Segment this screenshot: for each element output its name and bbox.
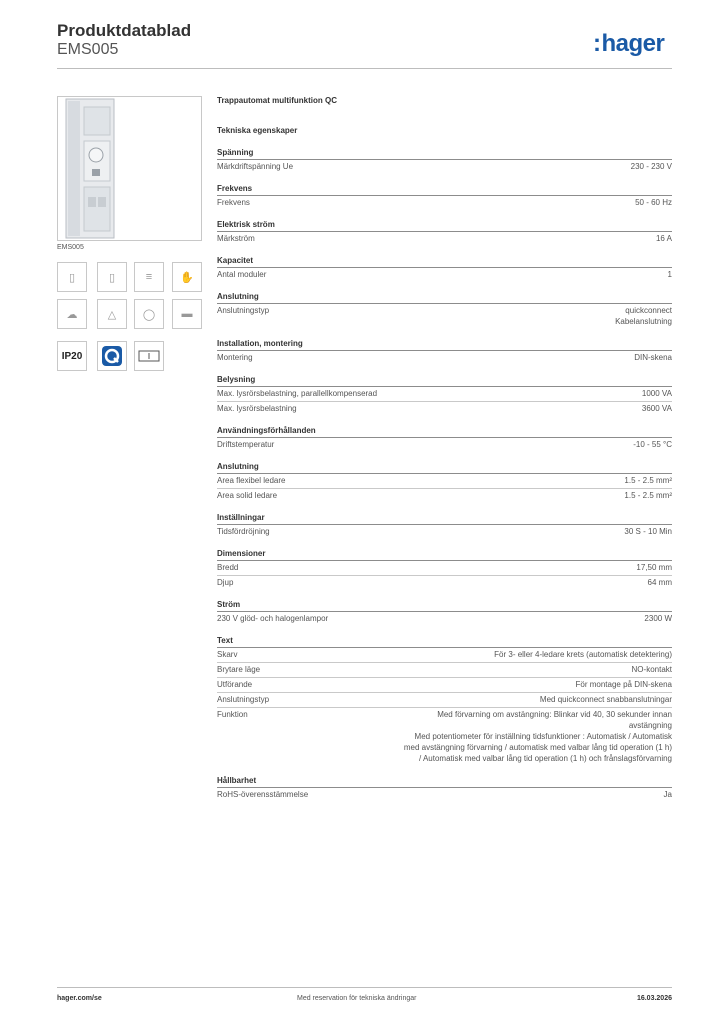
spec-value: NO-kontakt — [631, 665, 672, 674]
spec-row — [217, 474, 672, 489]
spec-value: 1.5 - 2.5 mm² — [624, 491, 672, 500]
section-title: Ström — [217, 600, 672, 612]
spec-value: För 3- eller 4-ledare krets (automatisk detektering) — [494, 650, 672, 659]
fuse-icon: ▯ — [57, 262, 87, 292]
spec-section — [217, 462, 672, 503]
spec-value: DIN-skena — [634, 353, 672, 362]
spec-row — [217, 351, 672, 365]
product-image — [58, 97, 201, 240]
spec-key: Antal moduler — [217, 270, 267, 279]
spec-value: För montage på DIN-skena — [575, 680, 672, 689]
spec-key: 230 V glöd- och halogenlampor — [217, 614, 329, 623]
product-name: Trappautomat multifunktion QC — [217, 96, 337, 105]
header-divider — [57, 68, 672, 69]
tube-lamp-icon: ▬ — [172, 299, 202, 329]
ip20-badge: IP20 — [57, 341, 87, 371]
spec-key: Driftstemperatur — [217, 440, 275, 449]
spec-key: Max. lysrörsbelastning — [217, 404, 297, 413]
spec-key: RoHS-överensstämmelse — [217, 790, 309, 799]
section-title: Kapacitet — [217, 256, 672, 268]
spec-key: Funktion — [217, 710, 248, 719]
spec-row — [217, 693, 672, 708]
spec-key: Area flexibel ledare — [217, 476, 286, 485]
product-caption: EMS005 — [57, 244, 84, 251]
spec-key: Djup — [217, 578, 234, 587]
spec-section — [217, 220, 672, 246]
spec-key: Anslutningstyp — [217, 306, 270, 315]
spec-row — [217, 648, 672, 663]
spec-row — [217, 525, 672, 539]
spec-sections — [217, 148, 672, 802]
spec-key: Montering — [217, 353, 253, 362]
footer-disclaimer: Med reservation för tekniska ändringar — [297, 995, 417, 1002]
section-title: Användningsförhållanden — [217, 426, 672, 438]
spec-value: 2300 W — [644, 614, 672, 623]
spec-row — [217, 196, 672, 210]
spec-row — [217, 489, 672, 503]
spec-key: Utförande — [217, 680, 253, 689]
spec-row — [217, 561, 672, 576]
section-title: Installation, montering — [217, 339, 672, 351]
spec-key: Max. lysrörsbelastning, parallellkompenserad — [217, 389, 378, 398]
spec-section — [217, 339, 672, 365]
spec-value: 1 — [667, 270, 672, 279]
spec-row — [217, 387, 672, 402]
spec-section — [217, 600, 672, 626]
spec-section — [217, 375, 672, 416]
footer-date: 16.03.2026 — [636, 995, 672, 1002]
spec-section — [217, 513, 672, 539]
spec-value: 3600 VA — [641, 404, 672, 413]
spec-section — [217, 549, 672, 590]
spec-key: Skarv — [217, 650, 238, 659]
footer-divider — [57, 987, 672, 988]
spec-row — [217, 268, 672, 282]
section-title: Text — [217, 636, 672, 648]
terminal-icon: ▯ — [97, 262, 127, 292]
spec-key: Anslutningstyp — [217, 695, 270, 704]
product-image-frame — [57, 96, 202, 241]
spec-section — [217, 776, 672, 802]
spec-value: -10 - 55 °C — [633, 440, 672, 449]
section-title: Anslutning — [217, 462, 672, 474]
section-title: Dimensioner — [217, 549, 672, 561]
spec-key: Frekvens — [217, 198, 250, 207]
hager-logo: :hager — [593, 30, 665, 57]
spec-key: Tidsfördröjning — [217, 527, 270, 536]
spec-section — [217, 426, 672, 452]
section-title: Spänning — [217, 148, 672, 160]
spec-value: 30 S - 10 Min — [624, 527, 672, 536]
section-title: Belysning — [217, 375, 672, 387]
spec-value: Med förvarning om avstängning: Blinkar vid 40, 30 sekunder innan avstängning Med potentiometer för inställning tidsfunktioner : Automatisk / Automatisk med avstängning förvarning / automatisk med valbar lång tid operation (1 h) / Automatisk med valbar lång tid operation (1 h) och frånslagsförvarning — [403, 710, 672, 763]
spec-key: Märkström — [217, 234, 255, 243]
spec-table — [217, 96, 672, 812]
spec-key: Märkdriftspänning Ue — [217, 162, 294, 171]
spec-value: 50 - 60 Hz — [635, 198, 672, 207]
spec-row — [217, 678, 672, 693]
spec-row — [217, 788, 672, 802]
bulb-icon: ◯ — [134, 299, 164, 329]
spec-value: 230 - 230 V — [630, 162, 672, 171]
section-title: Hållbarhet — [217, 776, 672, 788]
spec-value: quickconnect Kabelanslutning — [615, 306, 672, 326]
spec-row — [217, 663, 672, 678]
spec-section — [217, 184, 672, 210]
spec-value: Ja — [663, 790, 672, 799]
hand-icon: ✋ — [172, 262, 202, 292]
spec-value: 1000 VA — [641, 389, 672, 398]
timer-icon — [134, 341, 164, 371]
spec-row — [217, 304, 672, 329]
spec-key: Bredd — [217, 563, 239, 572]
document-header — [57, 22, 191, 60]
spec-row — [217, 708, 672, 766]
section-title: Elektrisk ström — [217, 220, 672, 232]
spec-row — [217, 438, 672, 452]
spec-section — [217, 292, 672, 329]
spec-row — [217, 402, 672, 416]
spec-value: 64 mm — [647, 578, 672, 587]
product-code: EMS005 — [57, 41, 119, 58]
spec-value: 1.5 - 2.5 mm² — [624, 476, 672, 485]
spec-section — [217, 148, 672, 174]
spec-value: 16 A — [655, 234, 672, 243]
spec-section — [217, 636, 672, 766]
spec-row — [217, 232, 672, 246]
spec-key: Brytare läge — [217, 665, 261, 674]
section-title: Inställningar — [217, 513, 672, 525]
tech-heading: Tekniska egenskaper — [217, 126, 298, 135]
quickconnect-icon — [97, 341, 127, 371]
spec-value: 17,50 mm — [636, 563, 672, 572]
spec-row — [217, 576, 672, 590]
footer-website[interactable]: hager.com/se — [57, 995, 102, 1002]
spec-section — [217, 256, 672, 282]
screw-icon: ≡ — [134, 262, 164, 292]
page-title: Produktdatablad — [57, 21, 192, 40]
section-title: Frekvens — [217, 184, 672, 196]
section-title: Anslutning — [217, 292, 672, 304]
spec-row — [217, 160, 672, 174]
spec-key: Area solid ledare — [217, 491, 278, 500]
cloud-icon: ☁ — [57, 299, 87, 329]
staircase-light-icon: △ — [97, 299, 127, 329]
spec-value: Med quickconnect snabbanslutningar — [539, 695, 672, 704]
spec-row — [217, 612, 672, 626]
